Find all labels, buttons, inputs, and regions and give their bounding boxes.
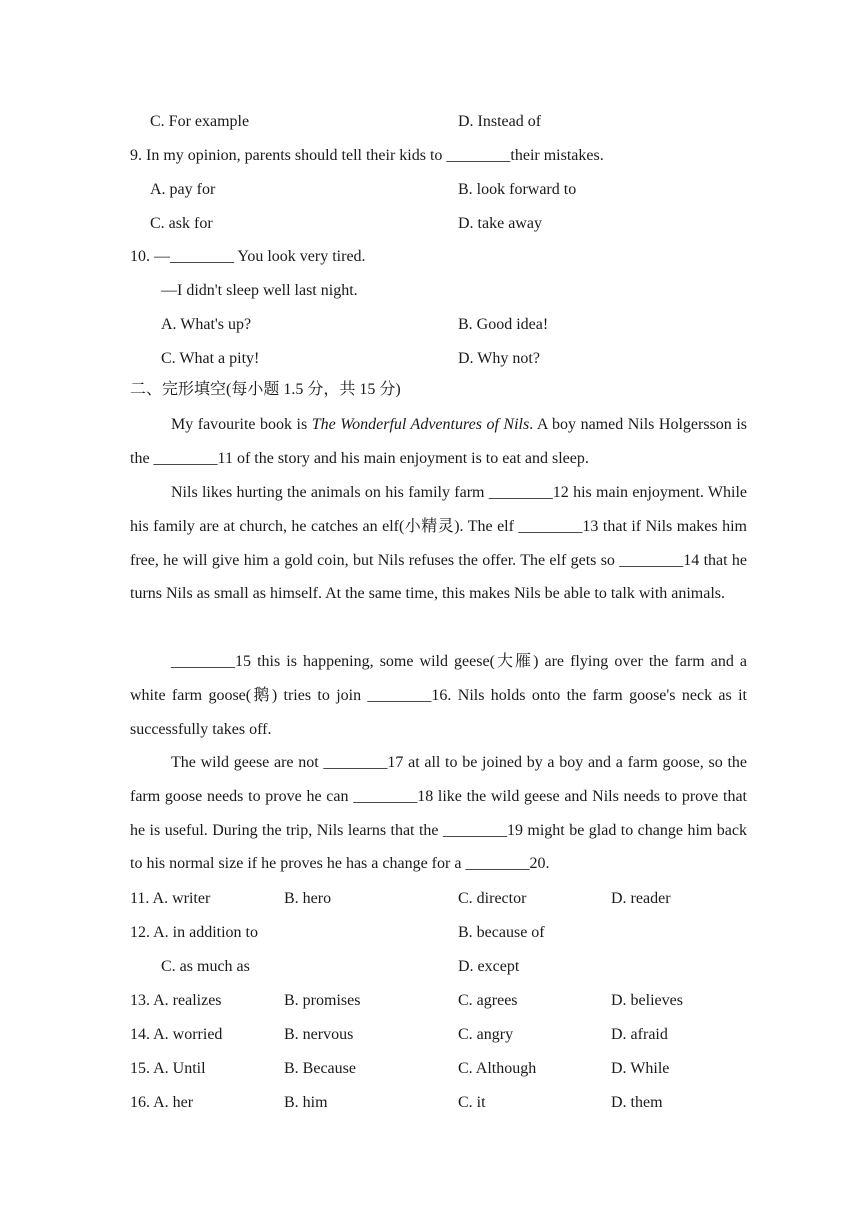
answer-row-16-c: C. it: [458, 1094, 486, 1111]
q9-option-a: A. pay for: [150, 181, 216, 198]
answer-row-13-d: D. believes: [611, 992, 683, 1009]
passage-p1-end: . A boy named Nils Holgersson is the ________11 of the story and his main enjoyment is to eat and sleep.: [130, 416, 747, 467]
book-title: The Wonderful Adventures of Nils: [311, 416, 530, 433]
answer-row-11-b: B. hero: [284, 890, 332, 907]
answer-row-14-b: B. nervous: [284, 1026, 354, 1043]
answer-row-12-a: 12. A. in addition to: [130, 924, 258, 941]
answer-row-14-d: D. afraid: [611, 1026, 668, 1043]
answer-row-11-d: D. reader: [611, 890, 671, 907]
passage-paragraph-3: ________15 this is happening, some wild geese(大雁) are flying over the farm and a white farm goose(鹅) tries to join ________16. Nils holds onto the farm goose's neck as it successfully takes off.: [130, 653, 747, 738]
answer-row-12-c: C. as much as: [161, 958, 250, 975]
q9-stem: 9. In my opinion, parents should tell their kids to ________their mistakes.: [130, 147, 604, 164]
passage-paragraph-2: Nils likes hurting the animals on his family farm ________12 his main enjoyment. While his family are at church, he catches an elf(小精灵). The elf ________13 that if Nils makes him free, he will give him a gold coin, but Nils refuses the offer. The elf gets so ________14 that he turns Nils as small as himself. At the same time, this makes Nils be able to talk with animals.: [130, 484, 747, 603]
answer-row-15-a: 15. A. Until: [130, 1060, 206, 1077]
answer-row-14-c: C. angry: [458, 1026, 514, 1043]
q10-stem: 10. —________ You look very tired.: [130, 248, 366, 265]
answer-row-13-b: B. promises: [284, 992, 361, 1009]
answer-row-13-a: 13. A. realizes: [130, 992, 222, 1009]
answer-row-11-c: C. director: [458, 890, 527, 907]
answer-row-13-c: C. agrees: [458, 992, 518, 1009]
q10-option-d: D. Why not?: [458, 350, 540, 367]
answer-row-14-a: 14. A. worried: [130, 1026, 223, 1043]
answer-row-12-d: D. except: [458, 958, 520, 975]
q10-option-a: A. What's up?: [161, 316, 252, 333]
q8-option-d: D. Instead of: [458, 113, 542, 130]
passage-paragraph-1: [130, 408, 747, 476]
answer-row-12-b: B. because of: [458, 924, 545, 941]
q9-option-d: D. take away: [458, 215, 542, 232]
answer-row-15-d: D. While: [611, 1060, 670, 1077]
section-heading: 二、完形填空(每小题 1.5 分，共 15 分): [130, 381, 401, 398]
q8-option-c: C. For example: [150, 113, 250, 130]
answer-row-16-d: D. them: [611, 1094, 663, 1111]
answer-row-15-c: C. Although: [458, 1060, 537, 1077]
q10-reply: —I didn't sleep well last night.: [161, 282, 358, 299]
q10-option-b: B. Good idea!: [458, 316, 549, 333]
q9-option-b: B. look forward to: [458, 181, 577, 198]
q9-option-c: C. ask for: [150, 215, 213, 232]
answer-row-11-a: 11. A. writer: [130, 890, 211, 907]
q10-option-c: C. What a pity!: [161, 350, 260, 367]
answer-row-16-a: 16. A. her: [130, 1094, 194, 1111]
passage-paragraph-4: The wild geese are not ________17 at all to be joined by a boy and a farm goose, so the farm goose needs to prove he can ________18 like the wild geese and Nils needs to prove that he is useful. During the trip, Nils learns that the ________19 might be glad to change him back to his normal size if he proves he has a change for a ________20.: [130, 754, 747, 873]
passage-p1-start: My favourite book is: [171, 416, 312, 433]
answer-row-15-b: B. Because: [284, 1060, 356, 1077]
answer-row-16-b: B. him: [284, 1094, 328, 1111]
